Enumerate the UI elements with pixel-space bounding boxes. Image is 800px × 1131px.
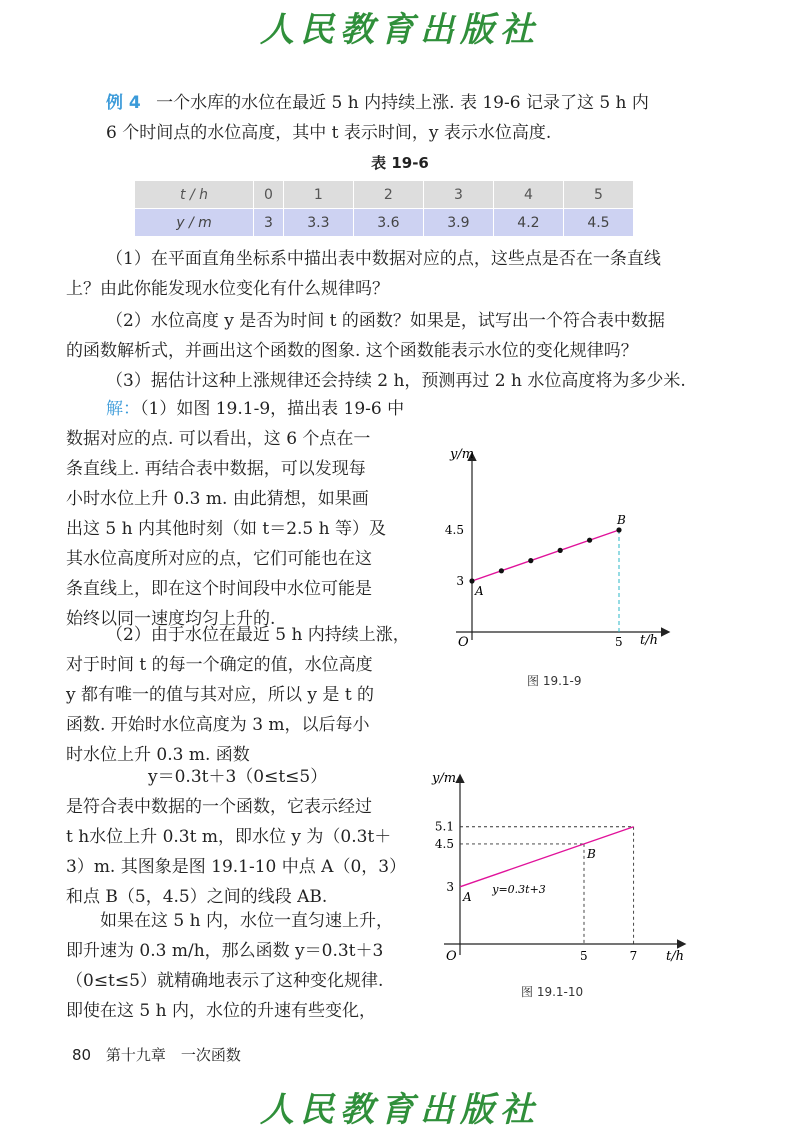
question-1: （1）在平面直角坐标系中描出表中数据对应的点，这些点是否在一条直线 上？由此你能发现水位变化有什么规律吗？ [66,249,661,299]
table-cell: 4.2 [493,209,563,237]
table-row-height [135,209,634,237]
table-cell: t / h [135,181,254,209]
x-tick-label: 5 [580,949,588,963]
data-point [528,558,533,563]
function-formula: y＝0.3t＋3（0≤t≤5） [148,767,328,787]
table-caption: 表 19-6 [371,154,429,172]
question-2: （2）水位高度 y 是否为时间 t 的函数？如果是，试写出一个符合表中数据 的函数解析式，并画出这个函数的图象. 这个函数能表示水位的变化规律吗？ [66,311,665,361]
table-cell: y / m [135,209,254,237]
data-point [469,578,474,583]
line-equation-label: y=0.3t+3 [492,882,546,896]
data-point [558,548,563,553]
x-tick-label: 5 [615,635,623,649]
point-label-A: A [475,584,484,598]
figure-2-caption: 图 19.1-10 [521,985,584,999]
solution-label: 解： [106,399,140,419]
table-cell: 3.3 [283,209,353,237]
x-axis-label: t/h [666,949,684,964]
y-tick-label: 4.5 [434,836,454,851]
solution-part-2: （2）由于水位在最近 5 h 内持续上涨， 对于时间 t 的每一个确定的值，水位高度 y 都有唯一的值与其对应，所以 y 是 t 的 函数. 开始时水位高度为 3 m，以后每小 时水位上升 0.3 m. 函数 [66,625,410,765]
series-line [460,827,634,887]
series-line [472,530,619,581]
figure-1-caption: 图 19.1-9 [527,674,582,688]
table-cell: 0 [254,181,284,209]
example-intro: 例 4 一个水库的水位在最近 5 h 内持续上涨. 表 19-6 记录了这 5 h 内 6 个时间点的水位高度，其中 t 表示时间，y 表示水位高度. [106,93,649,143]
table-cell: 4.5 [563,209,633,237]
point-label-A: A [463,889,472,904]
table-cell: 1 [283,181,353,209]
y-tick-label: 3 [446,879,454,894]
table-row-time [135,181,634,209]
x-tick-label: 7 [629,949,638,963]
data-point [499,568,504,573]
example-label: 例 4 [106,93,141,113]
chapter-title: 第十九章 一次函数 [105,1046,241,1064]
solution-part-1: 解：（1）如图 19.1-9，描出表 19-6 中 数据对应的点. 可以看出，这 6 个点在一 条直线上. 再结合表中数据，可以发现每 小时水位上升 0.3 m. 由此猜想，如果画 出这 5 h 内其他时刻（如 t＝2.5 h 等）及 其水位高度所对应的点，它们可能也在这 条直线上，即在这个时间段中水位可能是 始终以同一速度均匀上升的. [66,399,405,629]
table-cell: 2 [353,181,423,209]
y-tick-label: 5.1 [434,819,454,834]
y-tick-label: 4.5 [444,523,464,537]
figure-19-1-10 [418,770,698,970]
publisher-logo-top: 人民教育出版社 [260,10,540,50]
origin-label: O [458,635,469,650]
y-tick-label: 3 [456,574,464,588]
y-axis-label: y/m [432,771,457,786]
page-footer [72,1044,241,1065]
point-label-B: B [587,846,596,861]
y-axis-label: y/m [450,447,475,462]
page-number: 80 [72,1046,92,1064]
publisher-logo-bottom: 人民教育出版社 [260,1090,540,1130]
table-cell: 3.9 [423,209,493,237]
data-point [587,538,592,543]
x-axis-label: t/h [640,633,658,648]
table-cell: 3 [423,181,493,209]
data-point [616,527,621,532]
solution-part-4: 如果在这 5 h 内，水位一直匀速上升， 即升速为 0.3 m/h，那么函数 y＝0.3t＋3 （0≤t≤5）就精确地表示了这种变化规律. 即使在这 5 h 内，水位的升速有些变化， [66,911,393,1021]
table-cell: 4 [493,181,563,209]
table-cell: 5 [563,181,633,209]
origin-label: O [446,949,457,964]
point-label-B: B [617,513,626,527]
figure-19-1-9 [430,440,690,655]
solution-part-3: 是符合表中数据的一个函数，它表示经过 t h水位上升 0.3t m，即水位 y 为（0.3t＋ 3）m. 其图象是图 19.1-10 中点 A（0，3） 和点 B（5，4.5）之间的线段 AB. [66,797,407,907]
question-3: （3）据估计这种上涨规律还会持续 2 h，预测再过 2 h 水位高度将为多少米. [106,371,686,391]
table-cell: 3.6 [353,209,423,237]
data-table [134,180,634,237]
table-cell: 3 [254,209,284,237]
